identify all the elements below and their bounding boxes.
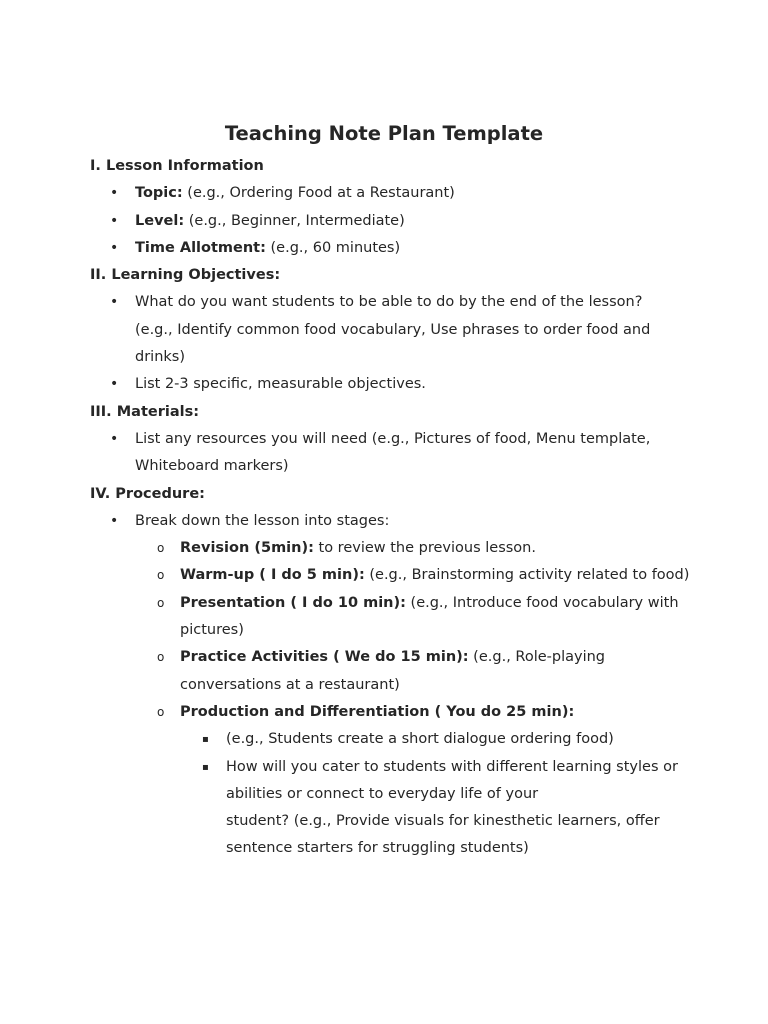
stage-label: Warm-up ( I do 5 min): — [180, 567, 365, 584]
stage-text: to review the previous lesson. — [313, 540, 536, 557]
stage-item — [90, 699, 690, 726]
production-item — [90, 754, 681, 809]
list-item — [90, 426, 665, 481]
item-label: Time Allotment: — [135, 239, 266, 256]
bullet-icon: • — [110, 212, 119, 229]
learning-objectives-list — [90, 289, 690, 398]
list-item — [90, 208, 690, 235]
section-heading-learning-objectives: II. Learning Objectives: — [90, 267, 281, 284]
item-label: Level: — [135, 212, 185, 229]
circle-bullet-icon: o — [157, 595, 165, 610]
stage-text: (e.g., Introduce food vocabulary with pictures) — [180, 594, 679, 639]
stage-text: (e.g., Brainstorming activity related to food) — [364, 567, 690, 584]
bullet-icon: • — [110, 185, 119, 202]
item-text: Break down the lesson into stages: — [135, 512, 390, 529]
section-heading-materials: III. Materials: — [90, 403, 200, 420]
bullet-icon: • — [110, 430, 119, 447]
circle-bullet-icon: o — [157, 650, 165, 665]
item-text: (e.g., Students create a short dialogue ordering food) — [226, 731, 614, 748]
item-text: What do you want students to be able to do by the end of the lesson? (e.g., Identify common food vocabulary, Use phrases to order food and drinks) — [135, 294, 651, 366]
item-text: (e.g., Ordering Food at a Restaurant) — [182, 185, 455, 202]
production-item-continued — [90, 808, 681, 863]
item-text: List 2-3 specific, measurable objectives. — [135, 376, 426, 393]
document-title: Teaching Note Plan Template — [224, 122, 544, 145]
bullet-icon: • — [110, 376, 119, 393]
production-list — [90, 726, 690, 862]
procedure-stages-list — [90, 535, 690, 726]
list-item — [90, 180, 690, 207]
bullet-icon: • — [110, 294, 119, 311]
section-heading-procedure: IV. Procedure: — [90, 485, 205, 502]
list-item — [90, 289, 665, 371]
list-item — [90, 508, 690, 535]
item-text: How will you cater to students with different learning styles or abilities or connect to everyday life of your — [226, 758, 678, 802]
stage-text: (e.g., Role-playing conversations at a restaurant) — [180, 649, 606, 693]
item-text: (e.g., Beginner, Intermediate) — [184, 212, 405, 229]
circle-bullet-icon: o — [157, 568, 165, 583]
stage-label: Practice Activities ( We do 15 min): — [180, 649, 469, 666]
lesson-information-list — [90, 180, 690, 262]
item-text: List any resources you will need (e.g., Pictures of food, Menu template, Whiteboard markers) — [135, 430, 651, 475]
stage-item — [90, 644, 690, 699]
procedure-list — [90, 508, 690, 535]
stage-label: Revision (5min): — [180, 540, 314, 557]
stage-item — [90, 562, 690, 589]
list-item — [90, 235, 690, 262]
materials-list — [90, 426, 690, 481]
document-body — [90, 153, 690, 863]
circle-bullet-icon: o — [157, 541, 165, 556]
stage-item — [90, 590, 690, 645]
item-text: (e.g., 60 minutes) — [265, 239, 401, 256]
section-heading-lesson-information: I. Lesson Information — [90, 158, 264, 174]
item-text: student? (e.g., Provide visuals for kinesthetic learners, offer sentence starters for struggling students) — [226, 813, 660, 857]
circle-bullet-icon: o — [157, 704, 165, 719]
bullet-icon: • — [110, 239, 119, 256]
item-label: Topic: — [135, 185, 183, 202]
square-bullet-icon: ▪ — [202, 734, 209, 746]
production-item — [90, 726, 690, 753]
stage-item — [90, 535, 690, 562]
stage-label: Production and Differentiation ( You do 25 min): — [180, 703, 575, 720]
stage-label: Presentation ( I do 10 min): — [180, 594, 406, 611]
square-bullet-icon: ▪ — [202, 761, 209, 773]
bullet-icon: • — [110, 512, 119, 529]
list-item — [90, 371, 690, 398]
